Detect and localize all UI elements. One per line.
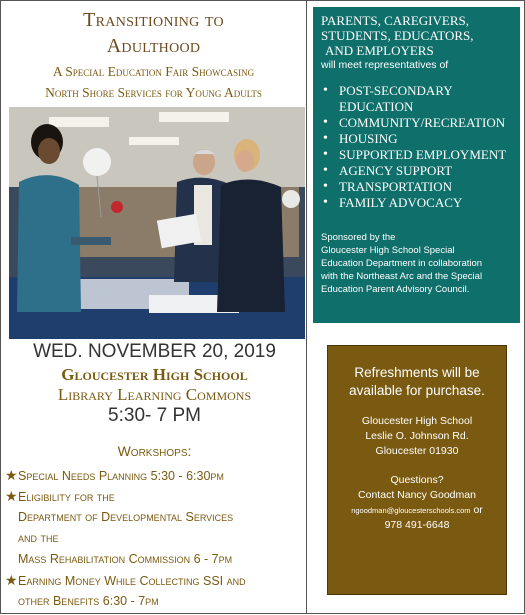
list-item: • TRANSPORTATION bbox=[321, 179, 514, 195]
star-icon: ★ bbox=[5, 572, 18, 588]
list-item: • HOUSING bbox=[321, 131, 514, 147]
contact-email-link[interactable]: ngoodman@gloucesterschools.com bbox=[351, 506, 471, 515]
services-list bbox=[321, 83, 514, 211]
workshop-line: ★Special Needs Planning 5:30 - 6:30pm bbox=[5, 465, 305, 486]
workshops-list bbox=[5, 465, 305, 612]
refreshments-panel bbox=[327, 345, 507, 595]
audience-text: PARENTS, CAREGIVERS, STUDENTS, EDUCATORS, AND EMPLOYERS will meet representatives of bbox=[321, 13, 474, 71]
title-line-1: Transitioning to bbox=[83, 9, 224, 31]
contact-block: Questions? Contact Nancy Goodman ngoodman@gloucesterschools.com or 978 491-6648 bbox=[328, 473, 506, 533]
workshop-line: ★Eligibility for the bbox=[5, 486, 305, 507]
event-photo bbox=[9, 107, 305, 339]
star-icon: ★ bbox=[5, 467, 18, 483]
event-venue bbox=[1, 365, 308, 405]
list-item: • POST-SECONDARY EDUCATION bbox=[321, 83, 514, 115]
refreshments-text: Refreshments will be available for purchase. bbox=[349, 365, 485, 398]
title-line-2: Adulthood bbox=[106, 35, 201, 57]
venue-line-2: Library Learning Commons bbox=[57, 385, 252, 404]
sponsor-text: Sponsored by the Gloucester High School Special Education Department in collaboration with the Northeast Arc and the Special Education Parent Advisory Council. bbox=[321, 232, 483, 295]
list-item: • AGENCY SUPPORT bbox=[321, 163, 514, 179]
venue-line-1: Gloucester High School bbox=[61, 365, 248, 384]
flyer-title bbox=[1, 7, 306, 59]
workshops-heading: Workshops: bbox=[117, 443, 192, 459]
right-column bbox=[307, 0, 525, 614]
workshop-line: other Benefits 6:30 - 7pm bbox=[18, 594, 159, 608]
workshop-line: Mass Rehabilitation Commission 6 - 7pm bbox=[18, 552, 233, 566]
workshop-line: Department of Developmental Services bbox=[18, 510, 234, 524]
workshop-line: ★Earning Money While Collecting SSI and bbox=[5, 570, 305, 591]
list-item: • COMMUNITY/RECREATION bbox=[321, 115, 514, 131]
list-item: • SUPPORTED EMPLOYMENT bbox=[321, 147, 514, 163]
contact-phone: 978 491-6648 bbox=[384, 519, 450, 531]
event-time: 5:30- 7 PM bbox=[108, 405, 201, 426]
flyer-subtitle bbox=[1, 61, 306, 103]
list-item: • FAMILY ADVOCACY bbox=[321, 195, 514, 211]
address-block: Gloucester High School Leslie O. Johnson Rd. Gloucester 01930 bbox=[361, 415, 473, 457]
event-date: WED. NOVEMBER 20, 2019 bbox=[33, 341, 276, 362]
workshop-line: and the bbox=[18, 531, 59, 545]
subtitle-line-1: A Special Education Fair Showcasing bbox=[52, 64, 255, 79]
event-photo-illustration bbox=[9, 107, 305, 339]
subtitle-line-2: North Shore Services for Young Adults bbox=[45, 85, 262, 100]
audience-panel bbox=[313, 7, 520, 323]
star-icon: ★ bbox=[5, 488, 18, 504]
